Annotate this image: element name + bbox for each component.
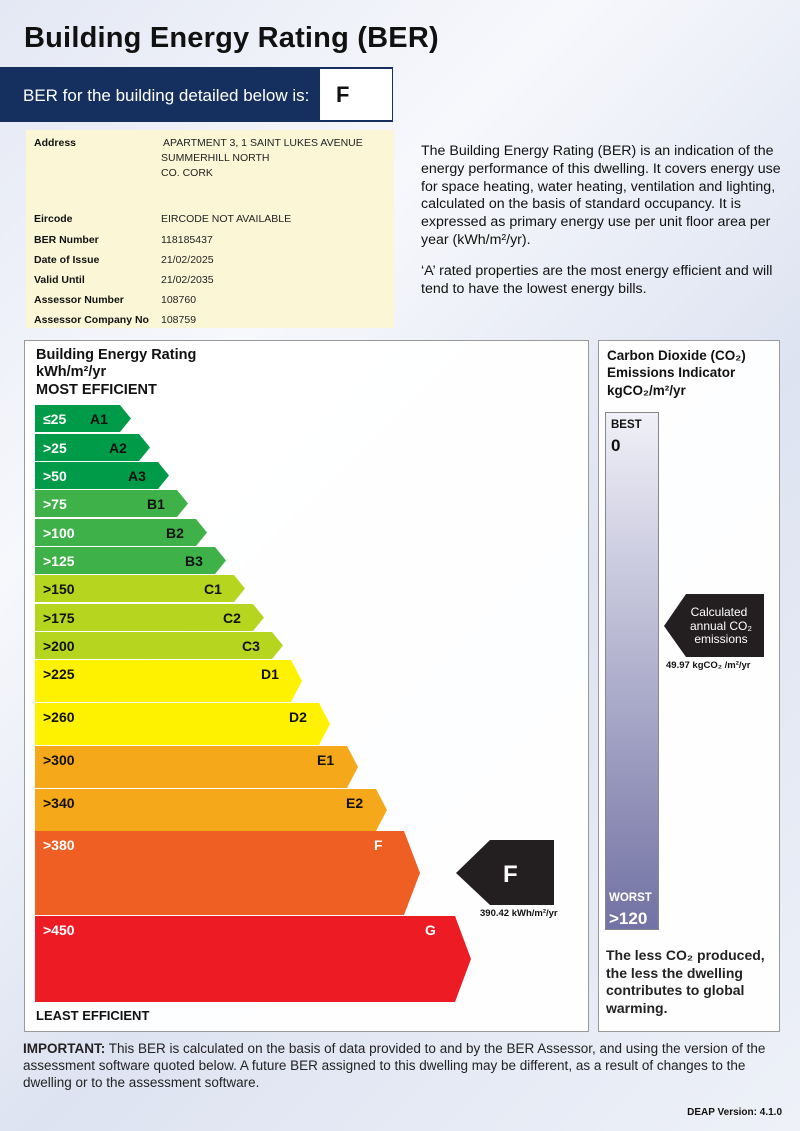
co2-value: 49.97 kgCO₂ /m²/yr [666, 660, 751, 671]
least-efficient-label: LEAST EFFICIENT [36, 1008, 150, 1023]
ber-band-range: >450 [43, 922, 75, 938]
ber-band-range: ≤25 [43, 411, 67, 427]
co2-heading-2: Emissions Indicator [607, 365, 736, 380]
co2-heading-1: Carbon Dioxide (CO₂) [607, 348, 746, 363]
ber-band-shape [35, 831, 420, 915]
ber-band-range: >200 [43, 638, 75, 654]
ber-band-code: D2 [289, 709, 307, 725]
issue-date-value: 21/02/2025 [161, 254, 214, 266]
ber-band-e2 [35, 789, 388, 831]
ber-band-shape [35, 789, 387, 831]
address-line-3: CO. CORK [161, 167, 213, 179]
ber-result-label: BER for the building detailed below is: [23, 86, 310, 105]
ber-band-d2 [35, 703, 331, 745]
issue-date-label: Date of Issue [34, 254, 100, 266]
ber-scale-heading: Building Energy Rating [36, 347, 197, 363]
ber-band-code: C3 [242, 638, 260, 654]
co2-heading-3: kgCO₂/m²/yr [607, 383, 686, 398]
ber-band-range: >260 [43, 709, 75, 725]
valid-until-value: 21/02/2035 [161, 274, 214, 286]
ber-rating-marker [456, 840, 556, 906]
assessor-company-label: Assessor Company No [34, 314, 149, 326]
address-line-1: APARTMENT 3, 1 SAINT LUKES AVENUE [163, 137, 363, 149]
address-label: Address [34, 137, 77, 149]
co2-worst-value: >120 [609, 909, 648, 928]
important-label: IMPORTANT: [23, 1041, 106, 1056]
ber-band-range: >50 [43, 468, 67, 484]
deap-version: DEAP Version: 4.1.0 [687, 1107, 782, 1118]
intro-paragraph-1: The Building Energy Rating (BER) is an indication of the energy performance of this dwelling. It covers energy use for space heating, water heating, ventilation and lighting, calculated on the basis of standard occupancy. It is expressed as primary energy use per unit floor area per year (kWh/m²/yr). [421, 143, 781, 248]
ber-band-code: B1 [147, 496, 165, 512]
ber-result-box [320, 69, 392, 120]
eircode-label: Eircode [34, 213, 73, 225]
page-title: Building Energy Rating (BER) [24, 22, 439, 54]
rating-arrow-letter: F [503, 861, 518, 888]
ber-number-value: 118185437 [161, 234, 213, 246]
ber-band-code: B3 [185, 553, 203, 569]
intro-paragraph-2: ‘A’ rated properties are the most energy efficient and will tend to have the lowest energy bills. [421, 262, 773, 297]
assessor-number-label: Assessor Number [34, 294, 124, 306]
ber-band-g [35, 916, 472, 1002]
ber-band-shape [35, 916, 471, 1002]
ber-band-range: >340 [43, 795, 75, 811]
ber-band-code: G [425, 922, 436, 938]
ber-scale-unit: kWh/m²/yr [36, 364, 107, 380]
ber-band-e1 [35, 746, 359, 788]
assessor-number-value: 108760 [161, 294, 197, 306]
ber-band-code: D1 [261, 666, 279, 682]
co2-marker-text-3: emissions [694, 632, 748, 646]
ber-band-code: C1 [204, 581, 222, 597]
ber-band-range: >225 [43, 666, 75, 682]
co2-best-value: 0 [611, 436, 621, 455]
ber-band-range: >150 [43, 581, 75, 597]
eircode-value: EIRCODE NOT AVAILABLE [161, 213, 292, 225]
ber-band-code: F [374, 837, 383, 853]
ber-band-range: >100 [43, 525, 75, 541]
ber-band-range: >175 [43, 610, 75, 626]
co2-worst-label: WORST [609, 892, 652, 904]
ber-number-label: BER Number [34, 234, 99, 246]
ber-band-code: A1 [90, 411, 108, 427]
co2-marker [664, 594, 766, 658]
ber-band-code: B2 [166, 525, 184, 541]
rating-value: 390.42 kWh/m²/yr [480, 908, 558, 919]
ber-band-code: E1 [317, 752, 335, 768]
ber-result-value: F [336, 82, 350, 107]
ber-band-code: A3 [128, 468, 146, 484]
ber-band-range: >380 [43, 837, 75, 853]
ber-band-code: E2 [346, 795, 364, 811]
co2-scale-bar [605, 412, 659, 930]
ber-band-shape [35, 703, 330, 745]
assessor-company-value: 108759 [161, 314, 197, 326]
ber-band-range: >300 [43, 752, 75, 768]
important-note [23, 1040, 783, 1091]
address-line-2: SUMMERHILL NORTH [161, 152, 270, 164]
co2-note: The less CO₂ produced, the less the dwelling contributes to global warming. [606, 947, 765, 1016]
co2-marker-text-1: Calculated [690, 605, 748, 619]
ber-intro [421, 143, 786, 311]
ber-band-range: >125 [43, 553, 75, 569]
most-efficient-label: MOST EFFICIENT [36, 382, 157, 398]
important-text: This BER is calculated on the basis of data provided to and by the BER Assessor, and using the version of the assessment software quoted below. A future BER assigned to this dwelling may be different, as a result of changes to the dwelling or to the assessment software. [23, 1041, 766, 1090]
ber-band-f [35, 831, 421, 915]
ber-band-range: >25 [43, 440, 67, 456]
ber-band-code: A2 [109, 440, 127, 456]
co2-best-label: BEST [611, 419, 642, 431]
ber-band-shape [35, 746, 358, 788]
ber-band-code: C2 [223, 610, 241, 626]
co2-marker-text-2: annual CO₂ [689, 619, 753, 633]
valid-until-label: Valid Until [34, 274, 85, 286]
ber-band-range: >75 [43, 496, 67, 512]
